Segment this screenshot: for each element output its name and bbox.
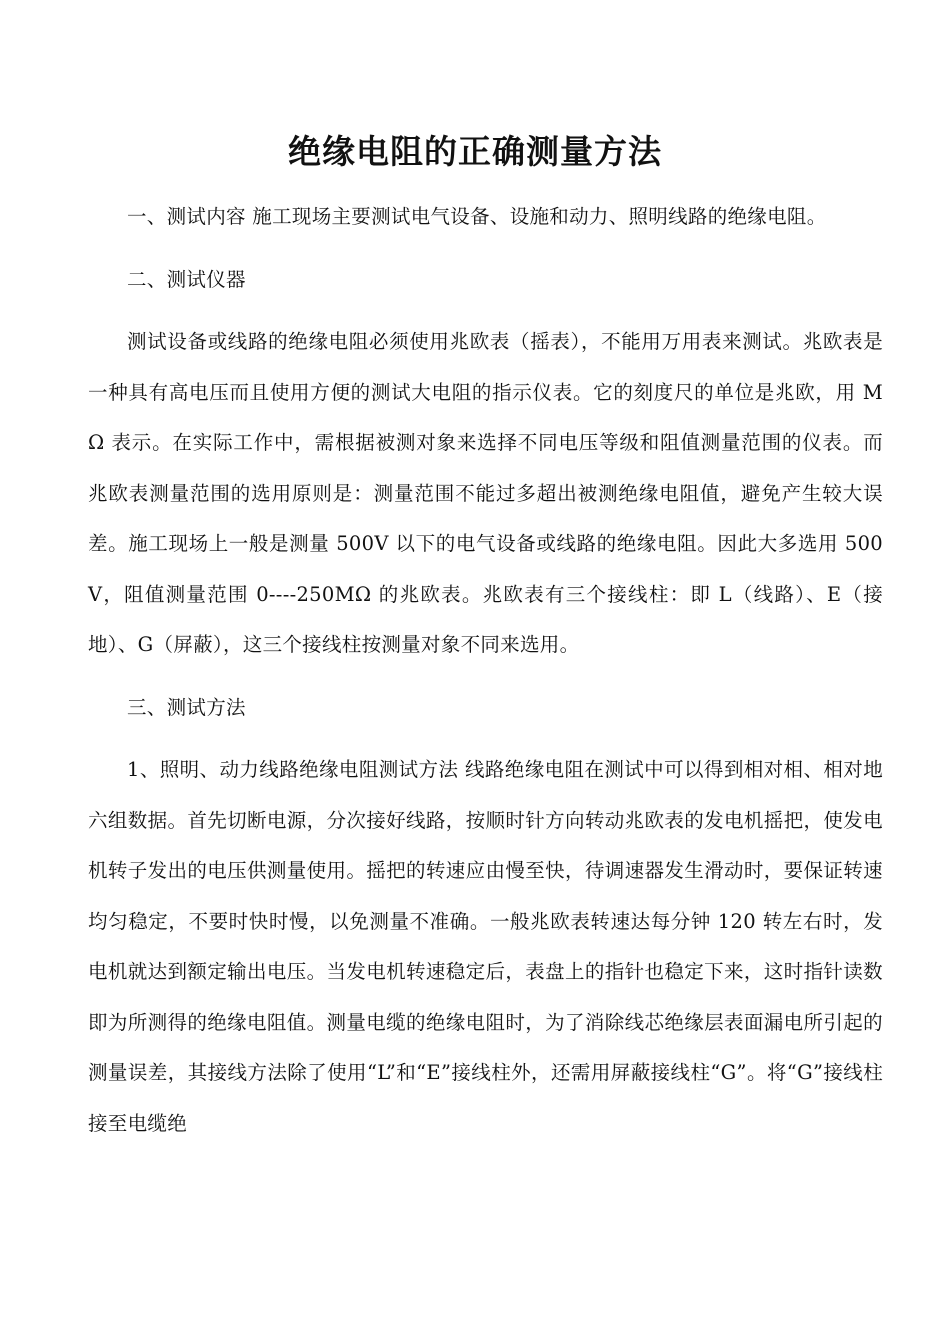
paragraph-test-content: 一、测试内容 施工现场主要测试电气设备、设施和动力、照明线路的绝缘电阻。 <box>127 205 827 228</box>
section-heading-method: 三、测试方法 <box>127 695 246 719</box>
document-body <box>88 192 883 1149</box>
section-heading-instrument: 二、测试仪器 <box>127 267 246 291</box>
document-title: 绝缘电阻的正确测量方法 <box>288 132 662 171</box>
paragraph-instrument: 测试设备或线路的绝缘电阻必须使用兆欧表（摇表），不能用万用表来测试。兆欧表是一种具有高电压而且使用方便的测试大电阻的指示仪表。它的刻度尺的单位是兆欧，用 MΩ 表示。在实际工作中，需根据被测对象来选择不同电压等级和阻值测量范围的仪表。而兆欧表测量范围的选用原则是：测量范围不能过多超出被测绝缘电阻值，避免产生较大误差。施工现场上一般是测量 500V 以下的电气设备或线路的绝缘电阻。因此大多选用 500V，阻值测量范围 0----250MΩ 的兆欧表。兆欧表有三个接线柱：即 L（线路）、E（接地）、G（屏蔽），这三个接线柱按测量对象不同来选用。 <box>88 330 883 656</box>
paragraph-method: 1、照明、动力线路绝缘电阻测试方法 线路绝缘电阻在测试中可以得到相对相、相对地六组数据。首先切断电源，分次接好线路，按顺时针方向转动兆欧表的发电机摇把，使发电机转子发出的电压供测量使用。摇把的转速应由慢至快，待调速器发生滑动时，要保证转速均匀稳定，不要时快时慢，以免测量不准确。一般兆欧表转速达每分钟 120 转左右时，发电机就达到额定输出电压。当发电机转速稳定后，表盘上的指针也稳定下来，这时指针读数即为所测得的绝缘电阻值。测量电缆的绝缘电阻时，为了消除线芯绝缘层表面漏电所引起的测量误差，其接线方法除了使用“L”和“E”接线柱外，还需用屏蔽接线柱“G”。将“G”接线柱接至电缆绝 <box>88 758 883 1135</box>
